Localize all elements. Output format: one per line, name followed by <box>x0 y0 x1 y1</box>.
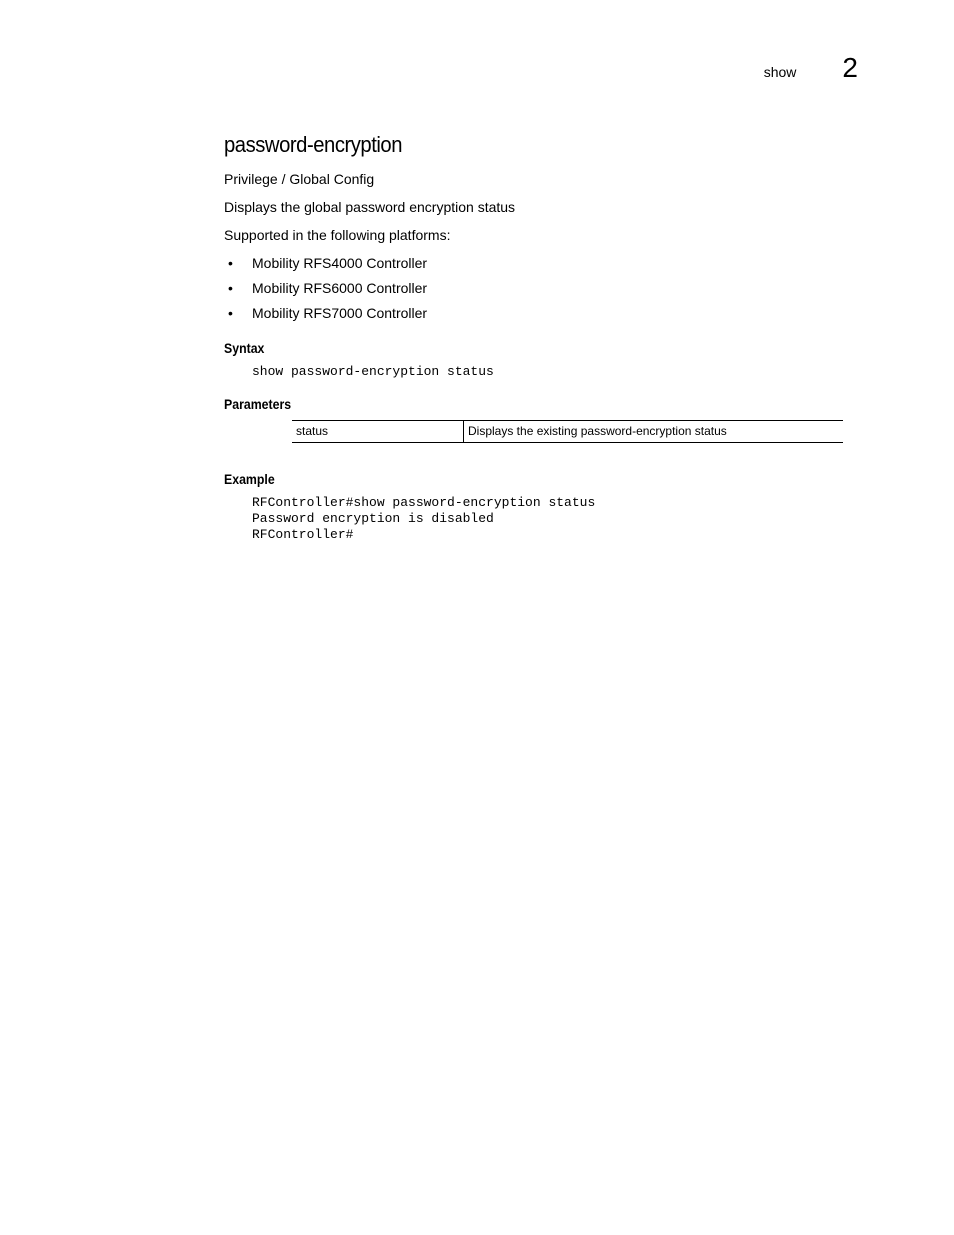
command-description: Displays the global password encryption status <box>224 199 516 215</box>
syntax-heading: Syntax <box>224 340 265 356</box>
bullet-icon: • <box>228 255 233 271</box>
list-item <box>224 254 844 272</box>
main-content <box>224 132 844 559</box>
parameters-table <box>292 420 843 443</box>
syntax-command: show password-encryption status <box>252 364 494 379</box>
example-line: Password encryption is disabled <box>252 511 494 526</box>
bullet-icon: • <box>228 305 233 321</box>
header-chapter-number: 2 <box>842 52 858 83</box>
example-code <box>252 495 844 543</box>
parameter-name: status <box>292 421 464 443</box>
bullet-icon: • <box>228 280 233 296</box>
platform-list <box>224 254 844 322</box>
table-row <box>292 421 843 443</box>
platform-name: Mobility RFS6000 Controller <box>252 280 428 296</box>
platforms-intro: Supported in the following platforms: <box>224 227 451 243</box>
example-line: RFController# <box>252 527 354 542</box>
command-mode: Privilege / Global Config <box>224 171 375 187</box>
parameter-description: Displays the existing password-encryption status <box>464 421 844 443</box>
example-heading: Example <box>224 471 275 487</box>
list-item <box>224 304 844 322</box>
parameters-heading: Parameters <box>224 396 292 412</box>
list-item <box>224 279 844 297</box>
example-line: RFController#show password-encryption status <box>252 495 596 510</box>
page-header <box>764 54 858 82</box>
platform-name: Mobility RFS7000 Controller <box>252 305 428 321</box>
page-title: password-encryption <box>224 132 403 157</box>
header-section-name: show <box>763 64 797 80</box>
platform-name: Mobility RFS4000 Controller <box>252 255 428 271</box>
